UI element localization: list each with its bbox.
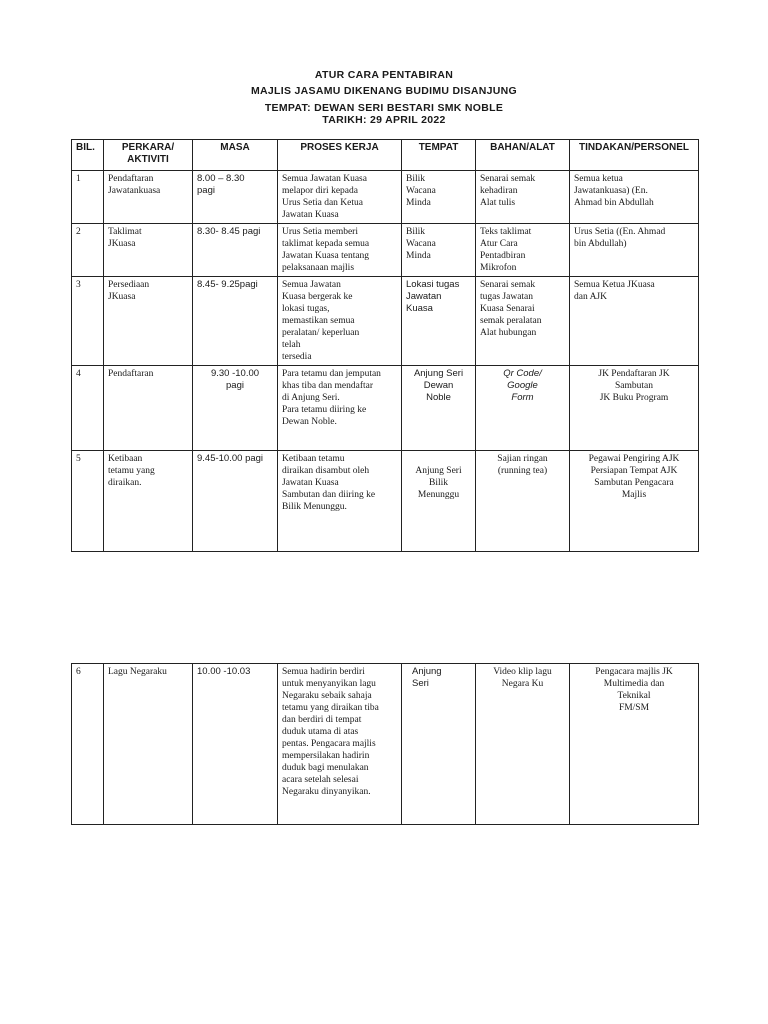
table-row [72,277,699,366]
cell-tempat: Lokasi tugas Jawatan Kuasa [402,277,476,366]
cell-proses: Semua hadirin berdiri untuk menyanyikan lagu Negaraku sebaik sahaja tetamu yang diraikan tiba dan berdiri di tempat duduk utama di atas pentas. Pengacara majlis mempersilakan hadirin duduk bagi menulakan acara setelah selesai Negaraku dinyanyikan. [278,664,402,825]
cell-bahan: Sajian ringan (running tea) [476,451,570,552]
cell-tindakan: JK Pendaftaran JK Sambutan JK Buku Program [570,366,699,451]
cell-bahan: Qr Code/ Google Form [476,366,570,451]
col-header-tindakan: TINDAKAN/PERSONEL [570,140,699,171]
cell-masa: 9.45-10.00 pagi [193,451,278,552]
event-date: TARIKH: 29 APRIL 2022 [322,114,446,126]
cell-bil: 1 [72,171,104,224]
cell-perkara: Persediaan JKuasa [104,277,193,366]
cell-bahan: Video klip lagu Negara Ku [476,664,570,825]
event-name: MAJLIS JASAMU DIKENANG BUDIMU DISANJUNG [250,85,518,97]
cell-tindakan: Pegawai Pengiring AJK Persiapan Tempat AJK Sambutan Pengacara Majlis [570,451,699,552]
cell-masa: 8.45- 9.25pagi [193,277,278,366]
table-row [72,171,699,224]
table-row [72,224,699,277]
cell-perkara: Ketibaan tetamu yang diraikan. [104,451,193,552]
cell-bahan: Senarai semak kehadiran Alat tulis [476,171,570,224]
col-header-tempat: TEMPAT [402,140,476,171]
cell-masa: 8.00 – 8.30 pagi [193,171,278,224]
cell-tindakan: Pengacara majlis JK Multimedia dan Teknikal FM/SM [570,664,699,825]
event-venue: TEMPAT: DEWAN SERI BESTARI SMK NOBLE [264,102,504,114]
cell-perkara: Pendaftaran [104,366,193,451]
cell-proses: Semua Jawatan Kuasa melapor diri kepada Urus Setia dan Ketua Jawatan Kuasa [278,171,402,224]
col-header-proses: PROSES KERJA [278,140,402,171]
cell-proses: Semua Jawatan Kuasa bergerak ke lokasi tugas, memastikan semua peralatan/ keperluan telah tersedia [278,277,402,366]
cell-proses: Ketibaan tetamu diraikan disambut oleh Jawatan Kuasa Sambutan dan diiring ke Bilik Menunggu. [278,451,402,552]
cell-tempat: Bilik Wacana Minda [402,224,476,277]
cell-bahan: Teks taklimat Atur Cara Pentadbiran Mikrofon [476,224,570,277]
cell-bil: 5 [72,451,104,552]
cell-tindakan: Semua ketua Jawatankuasa) (En. Ahmad bin Abdullah [570,171,699,224]
table-row [72,451,699,552]
cell-perkara: Lagu Negaraku [104,664,193,825]
cell-bil: 3 [72,277,104,366]
table-row [72,664,699,825]
table-row [72,366,699,451]
col-header-bil: BIL. [72,140,104,171]
schedule-table [71,139,699,552]
schedule-table-continued [71,663,699,825]
cell-masa: 8.30- 8.45 pagi [193,224,278,277]
cell-tempat: Anjung Seri Bilik Menunggu [402,451,476,552]
cell-masa: 10.00 -10.03 [193,664,278,825]
col-header-bahan: BAHAN/ALAT [476,140,570,171]
cell-bil: 2 [72,224,104,277]
cell-tempat: Anjung Seri [402,664,476,825]
table-header-row [72,140,699,171]
col-header-perkara: PERKARA/ AKTIVITI [104,140,193,171]
cell-bahan: Senarai semak tugas Jawatan Kuasa Senarai semak peralatan Alat hubungan [476,277,570,366]
cell-masa: 9.30 -10.00 pagi [193,366,278,451]
cell-bil: 4 [72,366,104,451]
col-header-masa: MASA [193,140,278,171]
cell-tempat: Anjung Seri Dewan Noble [402,366,476,451]
cell-bil: 6 [72,664,104,825]
cell-tindakan: Semua Ketua JKuasa dan AJK [570,277,699,366]
cell-perkara: Pendaftaran Jawatankuasa [104,171,193,224]
doc-title: ATUR CARA PENTABIRAN [314,69,454,81]
cell-proses: Para tetamu dan jemputan khas tiba dan mendaftar di Anjung Seri. Para tetamu diiring ke Dewan Noble. [278,366,402,451]
cell-proses: Urus Setia memberi taklimat kepada semua Jawatan Kuasa tentang pelaksanaan majlis [278,224,402,277]
cell-tempat: Bilik Wacana Minda [402,171,476,224]
cell-tindakan: Urus Setia ((En. Ahmad bin Abdullah) [570,224,699,277]
cell-perkara: Taklimat JKuasa [104,224,193,277]
